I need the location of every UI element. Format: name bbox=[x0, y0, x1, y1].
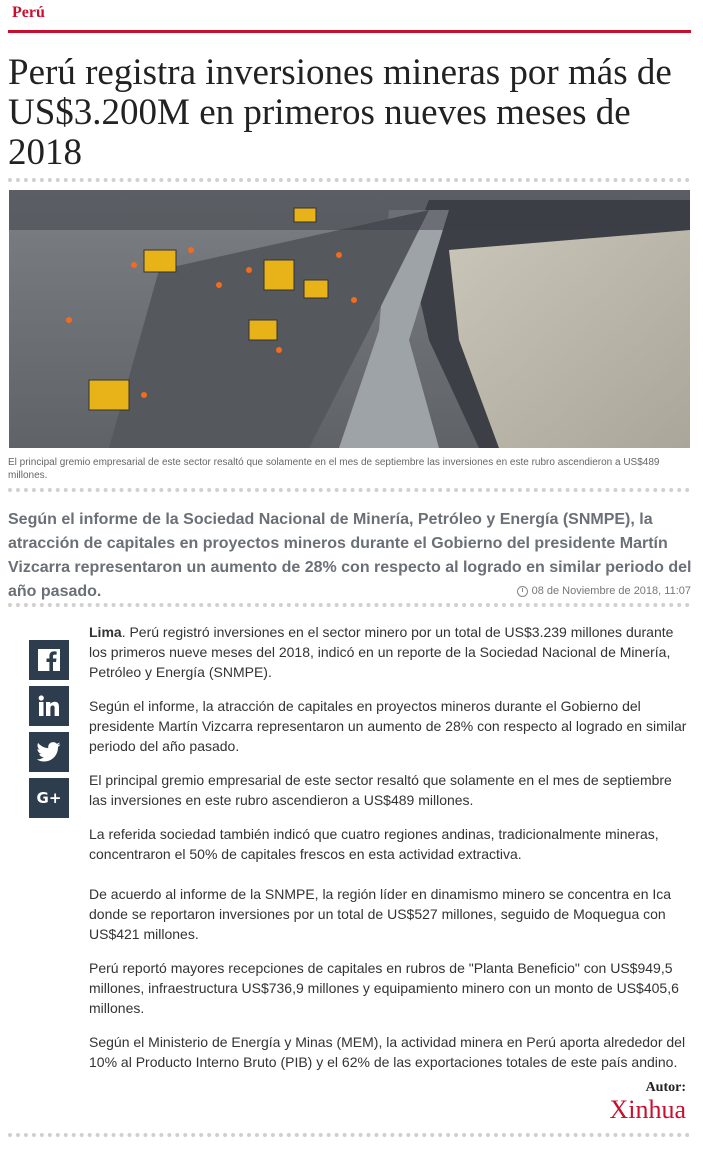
body-paragraph: Perú reportó mayores recepciones de capitales en rubros de "Planta Beneficio" con US$949,5 millones, infraestructura US$736,9 millones y equipamiento minero con un monto de US$405,6 millones. bbox=[89, 960, 679, 1016]
article-title: Perú registra inversiones mineras por más de US$3.200M en primeros nueves meses de 2018 bbox=[8, 52, 672, 173]
body-paragraph: Según el Ministerio de Energía y Minas (MEM), la actividad minera en Perú aporta alrededor del 10% al Producto Interno Bruto (PIB) y el 62% de las exportaciones totales de este país andino. bbox=[89, 1034, 686, 1070]
date-text: 08 de Noviembre de 2018, 11:07 bbox=[531, 585, 691, 597]
facebook-icon bbox=[38, 649, 60, 671]
google-plus-share-button[interactable] bbox=[29, 778, 69, 818]
dotted-divider bbox=[8, 603, 690, 607]
share-bar bbox=[29, 640, 69, 824]
author-block bbox=[609, 1080, 686, 1124]
article-lead: Según el informe de la Sociedad Nacional de Minería, Petróleo y Energía (SNMPE), la atracción de capitales en proyectos mineros durante el Gobierno del presidente Martín Vizcarra representaron un aumento de 28% con respecto al logrado en similar periodo del año pasado. bbox=[8, 511, 692, 600]
article-date bbox=[517, 585, 691, 597]
dotted-divider bbox=[8, 178, 690, 182]
author-name[interactable]: Xinhua bbox=[609, 1095, 686, 1124]
clock-icon bbox=[517, 586, 528, 597]
body-paragraph: Según el informe, la atracción de capitales en proyectos mineros durante el Gobierno del presidente Martín Vizcarra representaron un aumento de 28% con respecto al logrado en similar periodo del año pasado. bbox=[89, 698, 687, 754]
author-label: Autor: bbox=[645, 1080, 686, 1095]
twitter-icon bbox=[37, 742, 61, 762]
article-body bbox=[89, 622, 689, 1086]
image-caption: El principal gremio empresarial de este sector resaltó que solamente en el mes de septiembre las inversiones en este rubro ascendieron a US$489 millones. bbox=[8, 457, 660, 481]
body-paragraph: La referida sociedad también indicó que cuatro regiones andinas, tradicionalmente mineras, concentraron el 50% de capitales frescos en esta actividad extractiva. bbox=[89, 826, 659, 862]
dotted-divider bbox=[8, 1133, 690, 1137]
dotted-divider bbox=[8, 488, 690, 492]
linkedin-icon bbox=[38, 695, 60, 717]
first-paragraph-text: . Perú registró inversiones en el sector minero por un total de US$3.239 millones durante los primeros nueve meses del 2018, indicó en un reporte de la Sociedad Nacional de Minería, Petróleo y Energía (SNMPE). bbox=[89, 624, 674, 680]
body-paragraph: De acuerdo al informe de la SNMPE, la región líder en dinamismo minero se concentra en Ica donde se reportaron inversiones por un total de US$527 millones, seguido de Moquegua con US$421 millones. bbox=[89, 886, 672, 942]
dateline: Lima bbox=[89, 624, 122, 640]
facebook-share-button[interactable] bbox=[29, 640, 69, 680]
body-paragraph bbox=[89, 622, 689, 682]
twitter-share-button[interactable] bbox=[29, 732, 69, 772]
body-paragraph: El principal gremio empresarial de este sector resaltó que solamente en el mes de septiembre las inversiones en este rubro ascendieron a US$489 millones. bbox=[89, 772, 672, 808]
section-label[interactable]: Perú bbox=[12, 4, 45, 21]
linkedin-share-button[interactable] bbox=[29, 686, 69, 726]
article-image bbox=[9, 190, 690, 448]
section-divider bbox=[8, 30, 691, 33]
google-plus-icon: G+ bbox=[36, 789, 62, 807]
